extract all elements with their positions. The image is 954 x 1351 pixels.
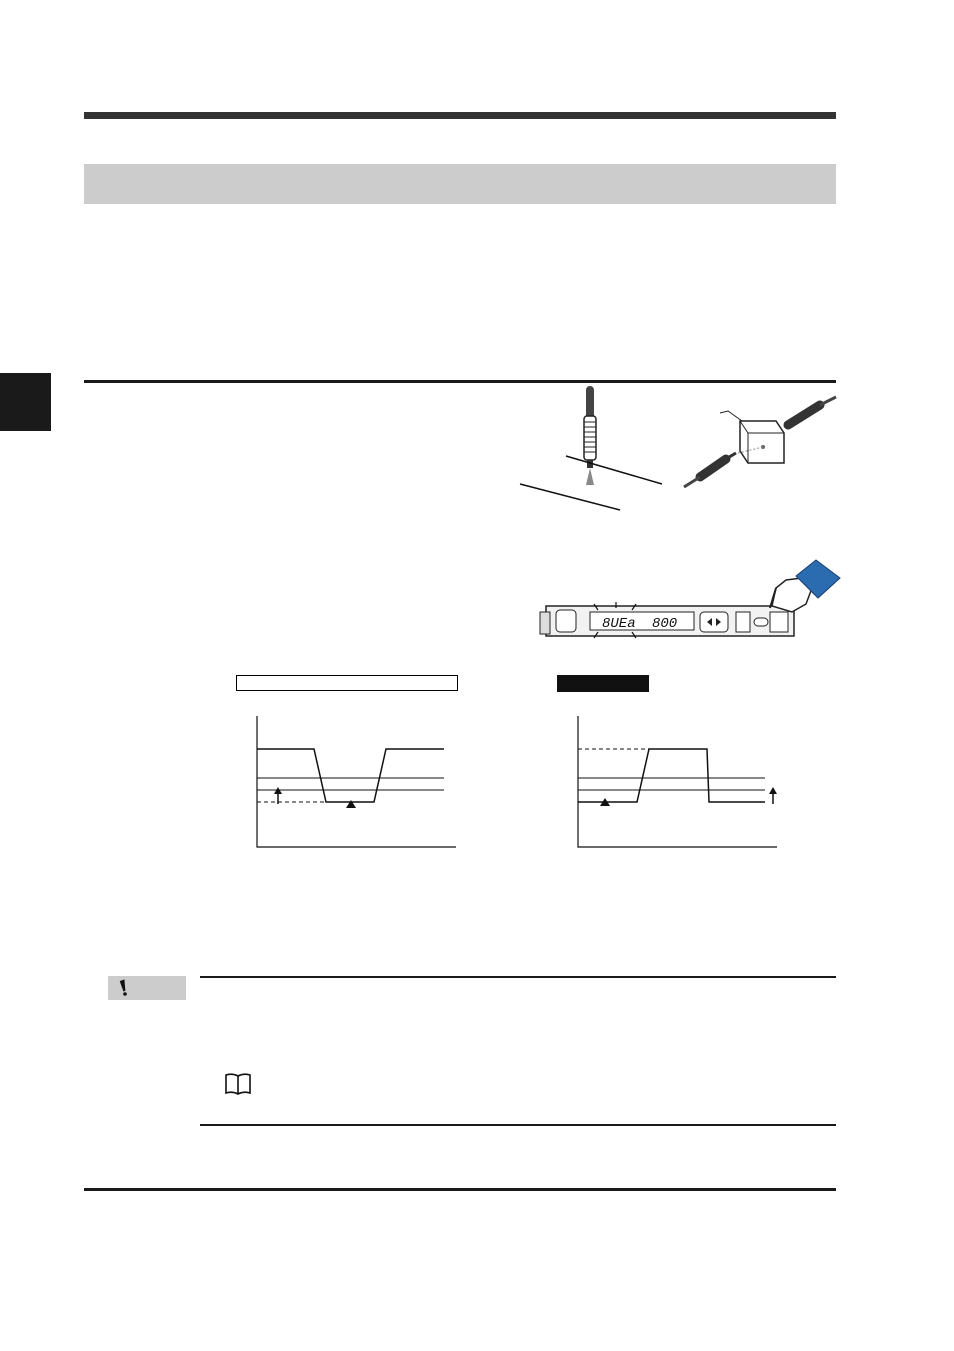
subsection-rule — [84, 380, 836, 383]
mode-label-outline — [236, 675, 458, 691]
up-arrow-icon — [769, 787, 777, 804]
header-rule — [84, 112, 836, 119]
triangle-marker-icon — [346, 800, 356, 808]
signal-line — [257, 749, 444, 802]
chapter-tab — [0, 373, 51, 431]
mode-label-filled — [557, 675, 649, 692]
section-end-rule — [84, 1188, 836, 1191]
signal-line — [578, 749, 765, 802]
timing-graph-right — [577, 716, 781, 850]
timing-graph-left — [256, 716, 460, 850]
display-left-reading: 8UEa — [602, 616, 636, 632]
book-icon — [224, 1072, 252, 1096]
exclamation-icon — [116, 979, 132, 997]
fiber-head-illustration — [510, 388, 670, 518]
note-rule-top — [200, 976, 836, 978]
section-heading-band — [84, 164, 836, 204]
note-rule-bottom — [200, 1124, 836, 1126]
pointing-hand-icon — [770, 560, 840, 612]
note-badge — [108, 976, 186, 1000]
display-right-reading: 800 — [652, 616, 678, 632]
through-beam-illustration — [680, 395, 840, 495]
amplifier-illustration — [540, 560, 840, 650]
